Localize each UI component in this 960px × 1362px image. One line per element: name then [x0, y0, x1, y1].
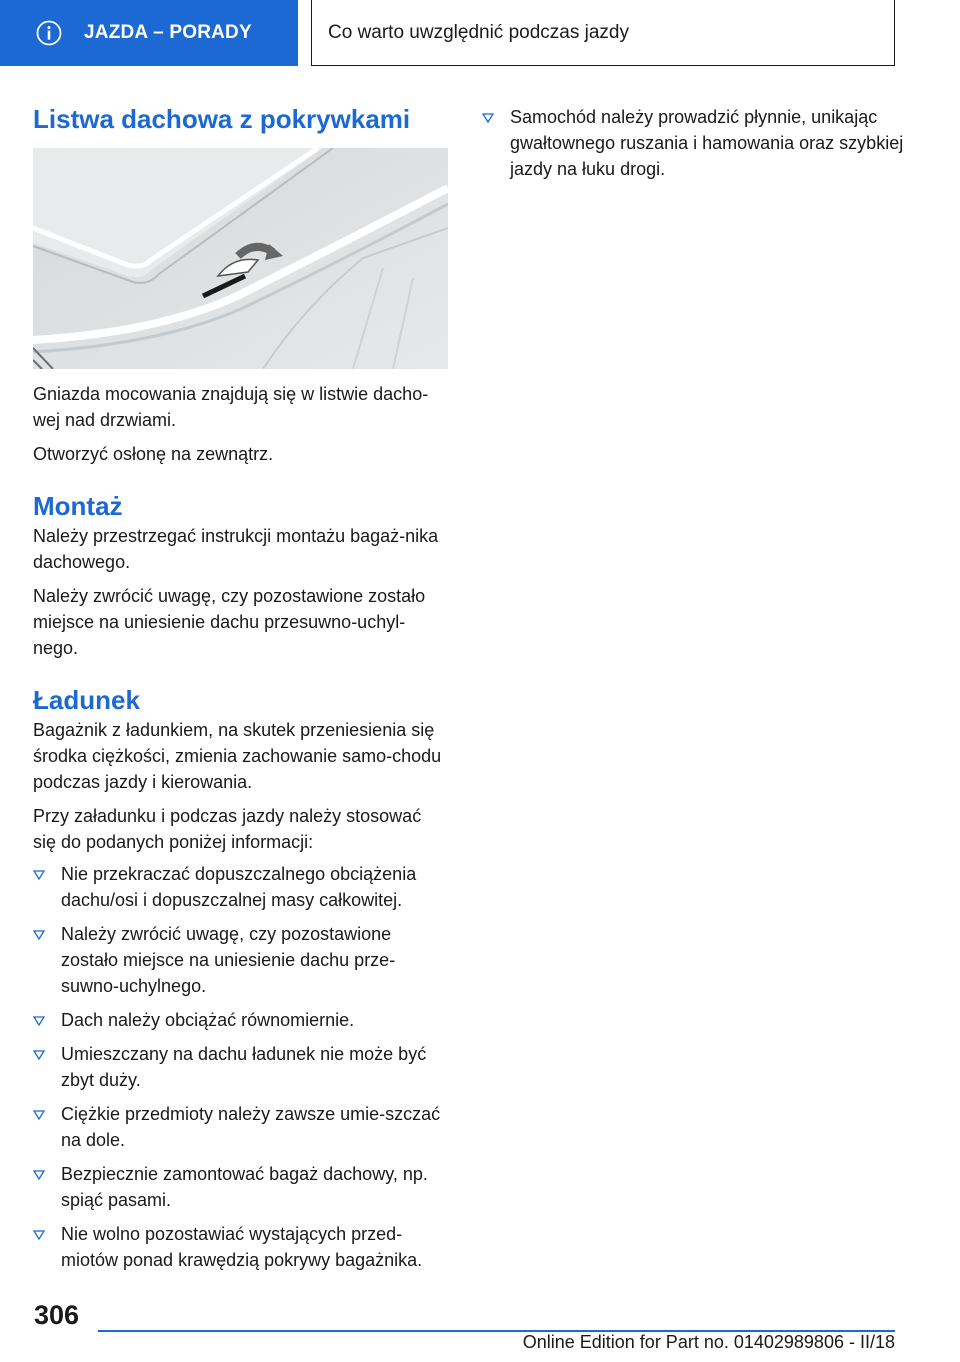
page-title-box: [311, 0, 895, 66]
triangle-bullet-icon: [33, 930, 45, 940]
page-number: 306: [34, 1300, 80, 1330]
list-item-text: Ciężkie przedmioty należy zawsze umie-szczać na dole.: [61, 1104, 441, 1150]
list-item: [33, 1221, 449, 1273]
roof-rail-para-1: Gniazda mocowania znajdują się w listwie dacho-wej nad drzwiami.: [33, 384, 429, 430]
roof-rail-para-2: Otworzyć osłonę na zewnątrz.: [33, 444, 274, 464]
info-icon: [36, 20, 62, 46]
triangle-bullet-icon: [33, 1230, 45, 1240]
mounting-para-1: Należy przestrzegać instrukcji montażu bagaż-nika dachowego.: [33, 526, 439, 572]
triangle-bullet-icon: [33, 1016, 45, 1026]
list-item: [482, 104, 912, 182]
page-title: Co warto uwzględnić podczas jazdy: [328, 21, 629, 43]
list-item: [33, 1161, 449, 1213]
load-para-2: Przy załadunku i podczas jazdy należy stosować się do podanych poniżej informacji:: [33, 806, 422, 852]
list-item: [33, 1041, 449, 1093]
left-column: [33, 102, 449, 1281]
triangle-bullet-icon: [33, 870, 45, 880]
list-item: [33, 921, 449, 999]
triangle-bullet-icon: [33, 1050, 45, 1060]
list-item-text: Należy zwrócić uwagę, czy pozostawione zostało miejsce na uniesienie dachu prze-suwno-uchylnego.: [61, 924, 396, 996]
list-item: [33, 1007, 449, 1033]
load-heading: Ładunek: [33, 685, 140, 715]
driving-bullet-list: [482, 104, 912, 182]
list-item-text: Nie wolno pozostawiać wystających przed-miotów ponad krawędzią pokrywy bagażnika.: [61, 1224, 423, 1270]
footer-edition: Online Edition for Part no. 01402989806 - II/18: [522, 1332, 895, 1352]
list-item-text: Dach należy obciążać równomiernie.: [61, 1010, 355, 1030]
load-bullet-list: [33, 861, 449, 1273]
roof-rail-heading: Listwa dachowa z pokrywkami: [33, 104, 411, 134]
list-item-text: Samochód należy prowadzić płynnie, unikając gwałtownego ruszania i hamowania oraz szybkiej jazdy na łuku drogi.: [510, 107, 904, 179]
triangle-bullet-icon: [482, 113, 494, 123]
list-item-text: Bezpiecznie zamontować bagaż dachowy, np. spiąć pasami.: [61, 1164, 428, 1210]
list-item-text: Umieszczany na dachu ładunek nie może być zbyt duży.: [61, 1044, 427, 1090]
section-label: JAZDA – PORADY: [84, 22, 252, 43]
list-item: [33, 861, 449, 913]
mounting-para-2: Należy zwrócić uwagę, czy pozostawione zostało miejsce na uniesienie dachu przesuwno-uchyl-nego.: [33, 586, 426, 658]
list-item: [33, 1101, 449, 1153]
list-item-text: Nie przekraczać dopuszczalnego obciążenia dachu/osi i dopuszczalnej masy całkowitej.: [61, 864, 417, 910]
load-para-1: Bagażnik z ładunkiem, na skutek przeniesienia się środka ciężkości, zmienia zachowanie samo-chodu podczas jazdy i kierowania.: [33, 720, 442, 792]
triangle-bullet-icon: [33, 1170, 45, 1180]
section-tab: [0, 0, 298, 66]
mounting-heading: Montaż: [33, 491, 123, 521]
right-column: [482, 102, 912, 190]
triangle-bullet-icon: [33, 1110, 45, 1120]
roof-rail-illustration: [33, 148, 448, 369]
